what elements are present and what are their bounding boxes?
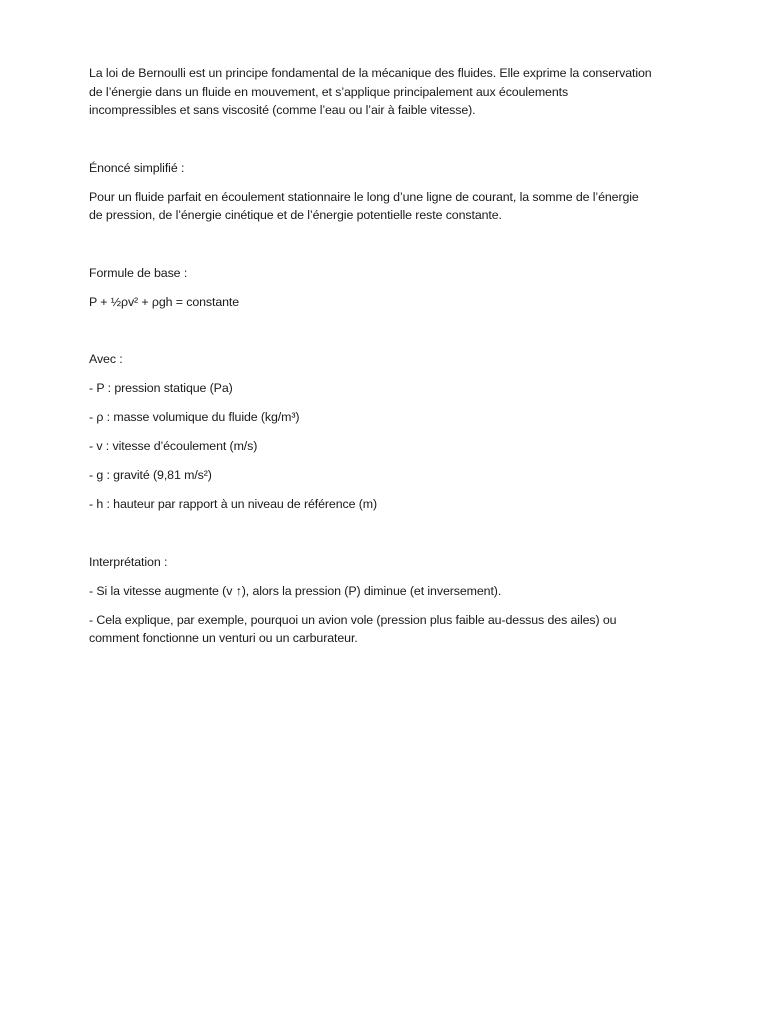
intro-paragraph bbox=[89, 64, 689, 120]
variable-item: - ρ : masse volumique du fluide (kg/m³) bbox=[89, 410, 300, 424]
document-page bbox=[89, 64, 689, 648]
enonce-line: de pression, de l’énergie cinétique et de l’énergie potentielle reste constante. bbox=[89, 208, 502, 222]
enonce-paragraph bbox=[89, 188, 689, 225]
intro-line: incompressibles et sans viscosité (comme l’eau ou l’air à faible vitesse). bbox=[89, 103, 476, 117]
variable-item: - g : gravité (9,81 m/s²) bbox=[89, 468, 212, 482]
interpretation-item bbox=[89, 611, 689, 648]
enonce-line: Pour un fluide parfait en écoulement stationnaire le long d’une ligne de courant, la somme de l’énergie bbox=[89, 189, 639, 204]
variable-item: - P : pression statique (Pa) bbox=[89, 381, 233, 395]
formule-equation: P + ½ρv² + ρgh = constante bbox=[89, 294, 240, 309]
avec-heading: Avec : bbox=[89, 352, 123, 366]
interpretation-heading: Interprétation : bbox=[89, 554, 168, 569]
intro-line: La loi de Bernoulli est un principe fondamental de la mécanique des fluides. Elle exprime la conservation bbox=[89, 66, 652, 80]
variable-item: - h : hauteur par rapport à un niveau de référence (m) bbox=[89, 497, 378, 511]
variable-item: - v : vitesse d’écoulement (m/s) bbox=[89, 439, 258, 453]
interpretation-line: - Cela explique, par exemple, pourquoi un avion vole (pression plus faible au-dessus des ailes) ou bbox=[89, 612, 617, 627]
enonce-heading: Énoncé simplifié : bbox=[89, 160, 185, 175]
intro-line: de l’énergie dans un fluide en mouvement, et s’applique principalement aux écoulements bbox=[89, 84, 569, 99]
interpretation-line: comment fonctionne un venturi ou un carburateur. bbox=[89, 631, 358, 645]
interpretation-item: - Si la vitesse augmente (v ↑), alors la pression (P) diminue (et inversement). bbox=[89, 583, 502, 598]
formule-heading: Formule de base : bbox=[89, 265, 188, 280]
